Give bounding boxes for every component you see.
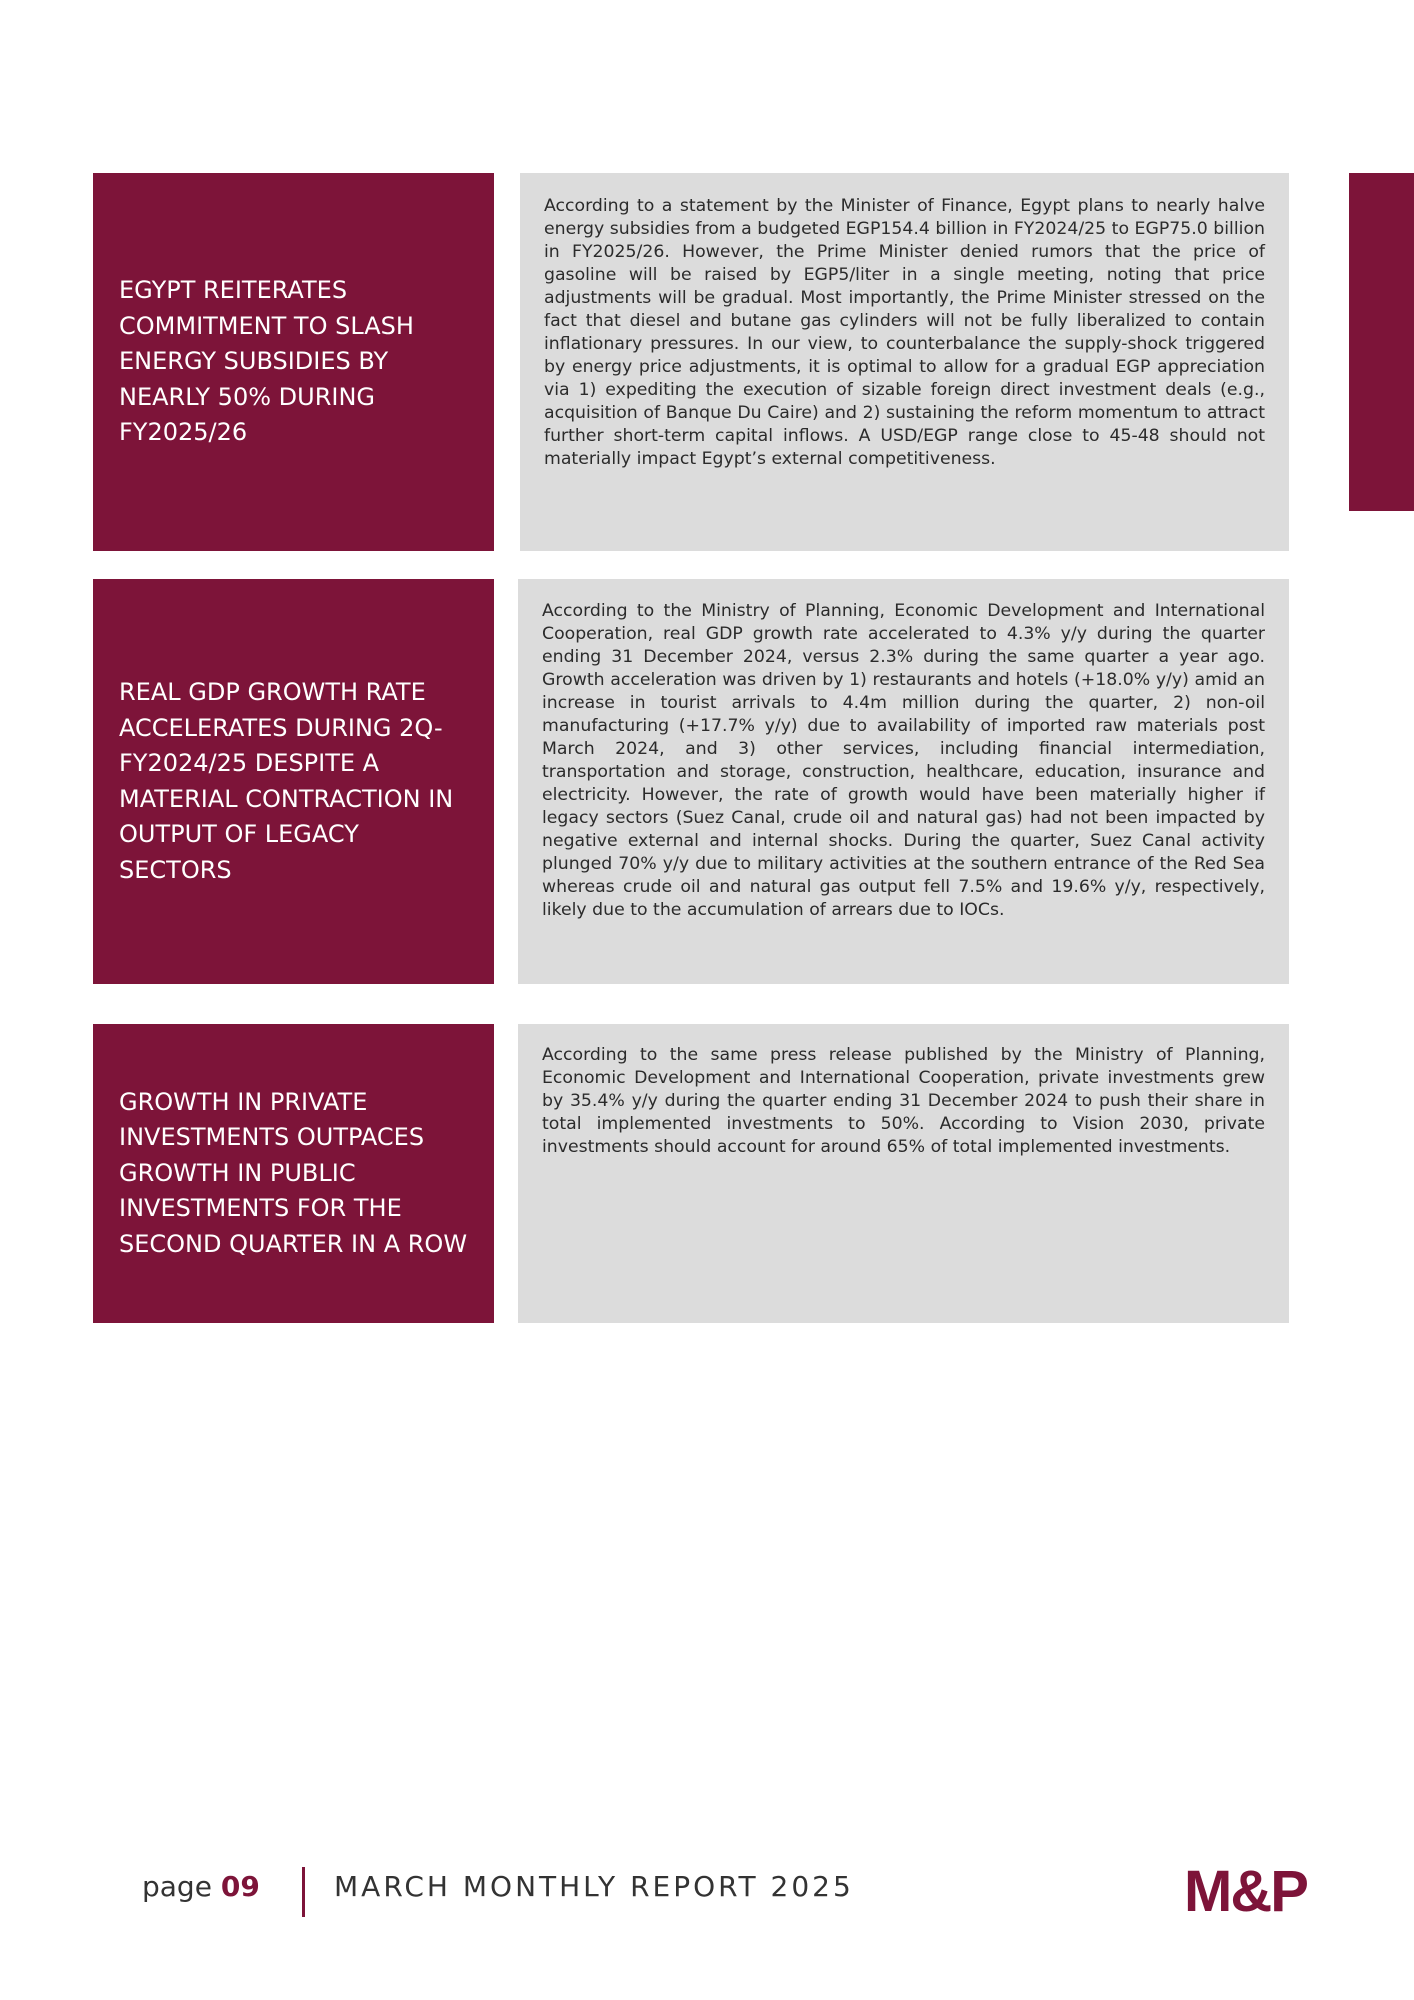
section-body-3: According to the same press release published by the Ministry of Planning, Economic Development and International Cooperation, private investments grew by 35.4% y/y during the quarter ending 31 December 2024 to push their share in total implemented investments to 50%. According to Vision 2030, private investments should account for around 65% of total implemented investments. (542, 1045, 1265, 1157)
section-body-2: According to the Ministry of Planning, Economic Development and International Cooperation, real GDP growth rate accelerated to 4.3% y/y during the quarter ending 31 December 2024, versus 2.3% during the same quarter a year ago. Growth acceleration was driven by 1) restaurants and hotels (+18.0% y/y) amid an increase in tourist arrivals to 4.4m million during the quarter, 2) non-oil manufacturing (+17.7% y/y) due to availability of imported raw materials post March 2024, and 3) other services, including financial intermediation, transportation and storage, construction, healthcare, education, insurance and electricity. However, the rate of growth would have been materially higher if legacy sectors (Suez Canal, crude oil and natural gas) had not been impacted by negative external and internal shocks. During the quarter, Suez Canal activity plunged 70% y/y due to military activities at the southern entrance of the Red Sea whereas crude oil and natural gas output fell 7.5% and 19.6% y/y, respectively, likely due to the accumulation of arrears due to IOCs. (542, 601, 1265, 920)
body-box-2 (518, 579, 1289, 984)
section-headline-3: GROWTH IN PRIVATE INVESTMENTS OUTPACES GROWTH IN PUBLIC INVESTMENTS FOR THE SECOND QUARTER IN A ROW (119, 1087, 468, 1258)
body-box-1 (520, 173, 1289, 551)
mp-logo: M&P (1184, 1859, 1307, 1924)
body-box-3 (518, 1024, 1289, 1323)
headline-box-2 (93, 579, 494, 984)
headline-box-3 (93, 1024, 494, 1323)
section-headline-2: REAL GDP GROWTH RATE ACCELERATES DURING 2Q-FY2024/25 DESPITE A MATERIAL CONTRACTION IN OUTPUT OF LEGACY SECTORS (119, 678, 454, 884)
side-tab-accent (1349, 173, 1414, 511)
footer-divider (302, 1867, 305, 1917)
page-number-label (142, 1870, 260, 1903)
headline-box-1 (93, 173, 494, 551)
page-number: 09 (220, 1870, 260, 1903)
page-footer (0, 1859, 1414, 1924)
report-title: MARCH MONTHLY REPORT 2025 (334, 1870, 854, 1903)
section-body-1: According to a statement by the Minister of Finance, Egypt plans to nearly halve energy subsidies from a budgeted EGP154.4 billion in FY2024/25 to EGP75.0 billion in FY2025/26. However, the Prime Minister denied rumors that the price of gasoline will be raised by EGP5/liter in a single meeting, noting that price adjustments will be gradual. Most importantly, the Prime Minister stressed on the fact that diesel and butane gas cylinders will not be fully liberalized to contain inflationary pressures. In our view, to counterbalance the supply-shock triggered by energy price adjustments, it is optimal to allow for a gradual EGP appreciation via 1) expediting the execution of sizable foreign direct investment deals (e.g., acquisition of Banque Du Caire) and 2) sustaining the reform momentum to attract further short-term capital inflows. A USD/EGP range close to 45-48 should not materially impact Egypt’s external competitiveness. (544, 196, 1265, 469)
section-headline-1: EGYPT REITERATES COMMITMENT TO SLASH ENERGY SUBSIDIES BY NEARLY 50% DURING FY2025/26 (119, 276, 414, 447)
page-prefix: page (142, 1870, 212, 1903)
